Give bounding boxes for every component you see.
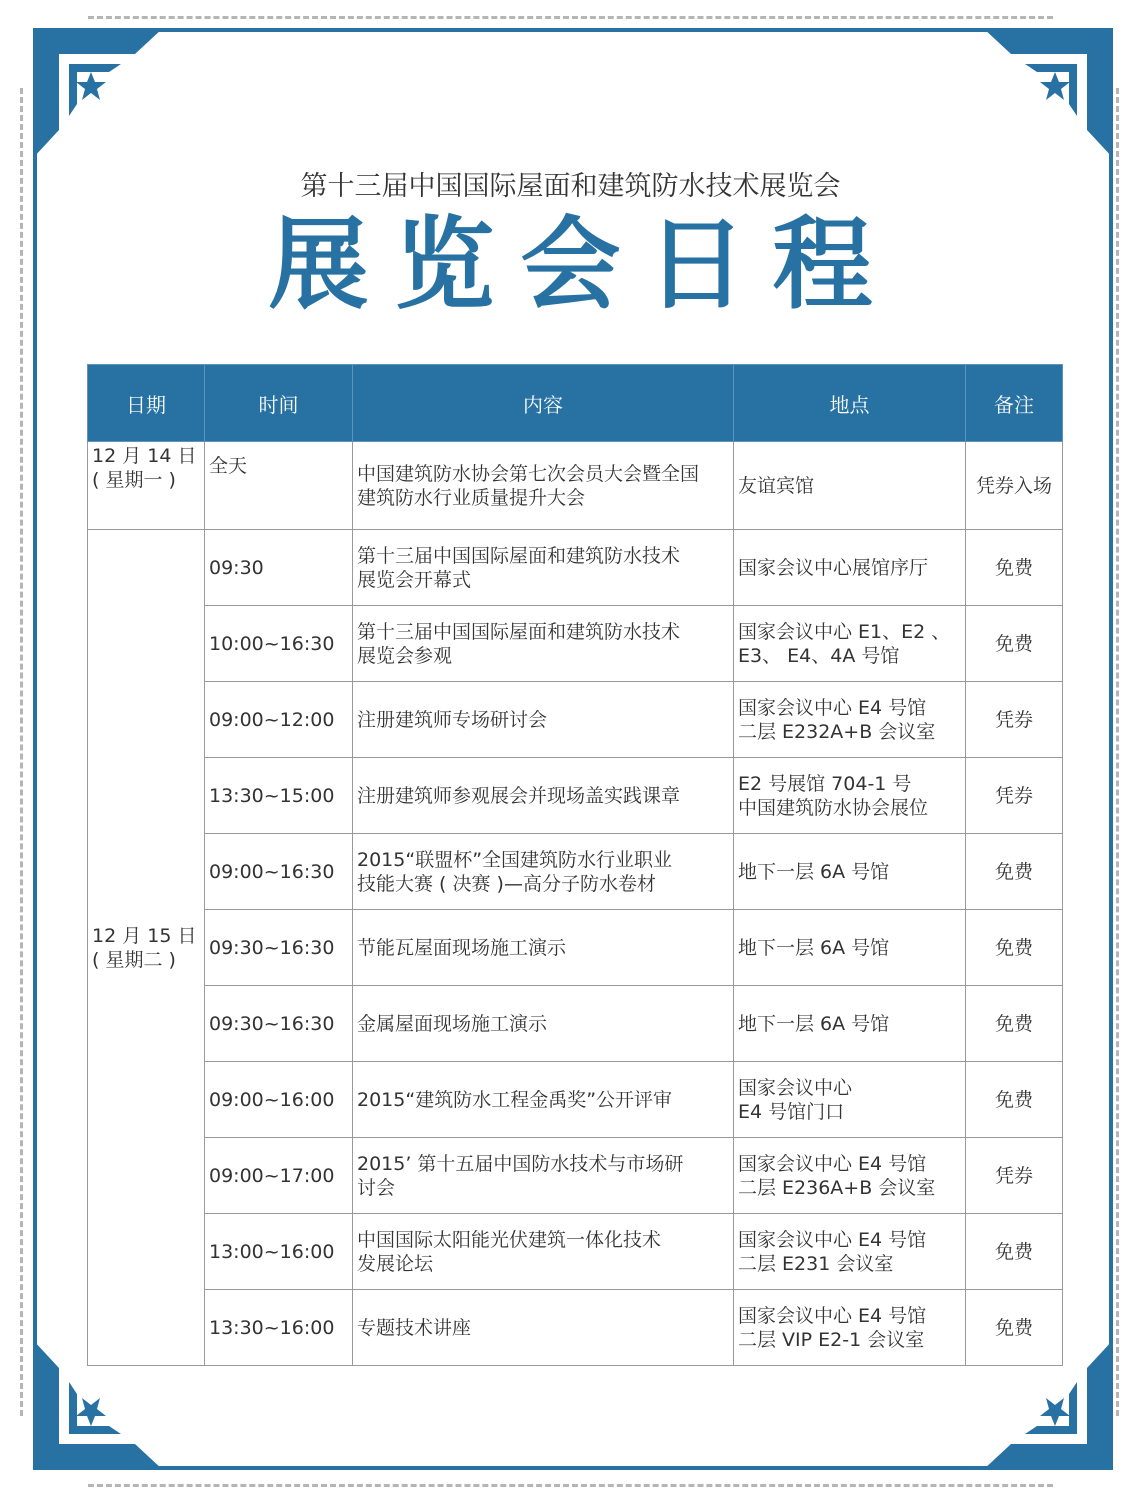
content-cell: [353, 442, 734, 530]
weekday-line: ( 星期一 ): [92, 469, 176, 491]
time-cell: 09:00~16:30: [205, 834, 353, 910]
star-icon: [1040, 72, 1070, 100]
location-line: 地下一层 6A 号馆: [738, 1012, 890, 1035]
content-cell: [353, 758, 734, 834]
content-cell: [353, 606, 734, 682]
date-cell: [88, 530, 205, 1366]
note-cell: 凭券: [966, 682, 1063, 758]
location-line: E4 号馆门口: [738, 1100, 845, 1123]
star-icon: [1040, 1398, 1070, 1426]
location-line: 中国建筑防水协会展位: [738, 796, 929, 819]
location-line: 国家会议中心 E4 号馆: [738, 1152, 927, 1175]
content-cell: [353, 530, 734, 606]
location-line: E3、 E4、4A 号馆: [738, 644, 900, 667]
location-line: 二层 E232A+B 会议室: [738, 720, 936, 743]
content-line: 中国国际太阳能光伏建筑一体化技术: [357, 1228, 662, 1251]
content-line: 展览会参观: [357, 644, 453, 667]
location-cell: [734, 910, 966, 986]
location-line: 二层 VIP E2-1 会议室: [738, 1328, 925, 1351]
schedule-table: [87, 364, 1063, 1366]
table-row: [88, 834, 1063, 910]
location-line: 二层 E236A+B 会议室: [738, 1176, 936, 1199]
content-cell: [353, 1138, 734, 1214]
location-line: 地下一层 6A 号馆: [738, 936, 890, 959]
corner-star-ornament-top-left: [33, 28, 163, 158]
table-row: [88, 530, 1063, 606]
exhibition-subtitle: 第十三届中国国际屋面和建筑防水技术展览会: [300, 171, 841, 202]
location-line: E2 号展馆 704-1 号: [738, 772, 912, 795]
dashed-border-top: [88, 16, 1053, 19]
content-line: 金属屋面现场施工演示: [357, 1012, 548, 1035]
content-line: 2015“建筑防水工程金禹奖”公开评审: [357, 1088, 673, 1111]
time-cell: 全天: [205, 442, 353, 530]
note-cell: 免费: [966, 1062, 1063, 1138]
column-header-content: 内容: [353, 365, 734, 442]
content-cell: [353, 834, 734, 910]
note-cell: 免费: [966, 986, 1063, 1062]
star-icon: [76, 1398, 106, 1426]
table-row: [88, 1138, 1063, 1214]
location-line: 国家会议中心 E1、E2 、: [738, 620, 951, 643]
location-line: 国家会议中心 E4 号馆: [738, 1228, 927, 1251]
time-cell: 13:30~15:00: [205, 758, 353, 834]
content-line: 第十三届中国国际屋面和建筑防水技术: [357, 620, 681, 643]
location-line: 国家会议中心: [738, 1076, 853, 1099]
content-line: 2015’ 第十五届中国防水技术与市场研: [357, 1152, 684, 1175]
content-line: 第十三届中国国际屋面和建筑防水技术: [357, 544, 681, 567]
content-line: 2015“联盟杯”全国建筑防水行业职业: [357, 848, 673, 871]
table-row: [88, 606, 1063, 682]
table-row: [88, 986, 1063, 1062]
content-line: 建筑防水行业质量提升大会: [357, 486, 586, 509]
content-line: 发展论坛: [357, 1252, 434, 1275]
note-cell: 凭券: [966, 758, 1063, 834]
note-cell: 免费: [966, 834, 1063, 910]
content-line: 注册建筑师专场研讨会: [357, 708, 548, 731]
note-cell: 免费: [966, 606, 1063, 682]
page-title: 展览会日程: [268, 206, 899, 323]
table-header-row: [88, 365, 1063, 442]
time-cell: 09:00~17:00: [205, 1138, 353, 1214]
corner-star-ornament-top-right: [983, 28, 1113, 158]
location-cell: [734, 1214, 966, 1290]
location-cell: [734, 986, 966, 1062]
table-row: [88, 682, 1063, 758]
location-line: 国家会议中心 E4 号馆: [738, 1304, 927, 1327]
time-cell: 09:30: [205, 530, 353, 606]
content-line: 注册建筑师参观展会并现场盖实践课章: [357, 784, 681, 807]
table-row: [88, 1062, 1063, 1138]
location-line: 二层 E231 会议室: [738, 1252, 894, 1275]
table-row: [88, 758, 1063, 834]
time-cell: 13:30~16:00: [205, 1290, 353, 1366]
table-row: [88, 1290, 1063, 1366]
time-cell: 13:00~16:00: [205, 1214, 353, 1290]
location-cell: [734, 530, 966, 606]
content-cell: [353, 1214, 734, 1290]
location-cell: [734, 682, 966, 758]
content-cell: [353, 910, 734, 986]
date-line: 12 月 15 日: [92, 924, 197, 947]
note-cell: 免费: [966, 1214, 1063, 1290]
table-row: [88, 1214, 1063, 1290]
column-header-location: 地点: [734, 365, 966, 442]
content-line: 专题技术讲座: [357, 1316, 472, 1339]
column-header-note: 备注: [966, 365, 1063, 442]
content-cell: [353, 682, 734, 758]
weekday-line: ( 星期二 ): [92, 948, 176, 971]
location-cell: [734, 758, 966, 834]
star-icon: [76, 72, 106, 100]
location-line: 国家会议中心 E4 号馆: [738, 696, 927, 719]
note-cell: 免费: [966, 1290, 1063, 1366]
dashed-border-bottom: [88, 1484, 1053, 1487]
note-cell: 免费: [966, 530, 1063, 606]
content-cell: [353, 986, 734, 1062]
location-cell: [734, 1138, 966, 1214]
location-cell: [734, 606, 966, 682]
location-line: 国家会议中心展馆序厅: [738, 556, 929, 579]
content-line: 中国建筑防水协会第七次会员大会暨全国: [357, 462, 700, 485]
location-cell: 友谊宾馆: [734, 442, 966, 530]
content-cell: [353, 1290, 734, 1366]
note-cell: 免费: [966, 910, 1063, 986]
note-cell: 凭券: [966, 1138, 1063, 1214]
location-cell: [734, 1062, 966, 1138]
column-header-date: 日期: [88, 365, 205, 442]
column-header-time: 时间: [205, 365, 353, 442]
content-line: 节能瓦屋面现场施工演示: [357, 936, 567, 959]
content-cell: [353, 1062, 734, 1138]
time-cell: 10:00~16:30: [205, 606, 353, 682]
content-line: 技能大赛 ( 决赛 )—高分子防水卷材: [357, 872, 656, 895]
table-row: [88, 442, 1063, 530]
date-cell: [88, 442, 205, 530]
table-row: [88, 910, 1063, 986]
note-cell: 凭券入场: [966, 442, 1063, 530]
location-cell: [734, 834, 966, 910]
date-line: 12 月 14 日: [92, 445, 197, 467]
location-line: 地下一层 6A 号馆: [738, 860, 890, 883]
time-cell: 09:00~16:00: [205, 1062, 353, 1138]
time-cell: 09:30~16:30: [205, 910, 353, 986]
location-cell: [734, 1290, 966, 1366]
time-cell: 09:00~12:00: [205, 682, 353, 758]
time-cell: 09:30~16:30: [205, 986, 353, 1062]
content-line: 展览会开幕式: [357, 568, 472, 591]
content-line: 讨会: [357, 1176, 396, 1199]
